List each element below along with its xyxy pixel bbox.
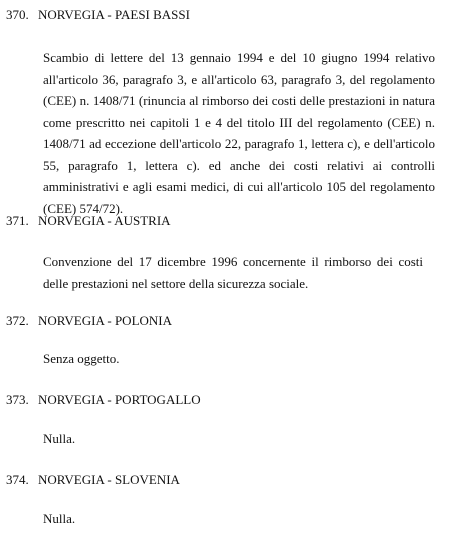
entry-heading: NORVEGIA - PAESI BASSI	[38, 7, 190, 22]
entry-text-372: Senza oggetto.	[43, 351, 120, 366]
entry-title-372	[6, 313, 172, 328]
entry-text-374: Nulla.	[43, 511, 76, 526]
entry-title-370	[6, 7, 190, 22]
entry-heading: NORVEGIA - SLOVENIA	[38, 472, 180, 487]
entry-number: 373.	[6, 392, 29, 407]
entry-title-374	[6, 472, 180, 487]
entry-text-370: Scambio di lettere del 13 gennaio 1994 e del 10 giugno 1994 relativo all'articolo 36, paragrafo 3, e all'articolo 63, paragrafo 3, del regolamento (CEE) n. 1408/71 (rinuncia al rimborso dei costi delle prestazioni in natura come prescritto nei capitoli 1 e 4 del titolo III del regolamento (CEE) n. 1408/71 ad eccezione dell'articolo 22, paragrafo 1, lettera c), e dell'articolo 55, paragrafo 1, lettera c). ed anche dei costi relativi ai controlli amministrativi e agli esami medici, di cui all'articolo 105 del regolamento (CEE) 574/72).	[43, 50, 435, 216]
entry-number: 371.	[6, 213, 29, 228]
entry-number: 374.	[6, 472, 29, 487]
entry-heading: NORVEGIA - POLONIA	[38, 313, 173, 328]
entry-number: 370.	[6, 7, 29, 22]
entry-heading: NORVEGIA - AUSTRIA	[38, 213, 171, 228]
entry-title-371	[6, 213, 171, 228]
entry-heading: NORVEGIA - PORTOGALLO	[38, 392, 201, 407]
entry-text-373: Nulla.	[43, 431, 76, 446]
entry-number: 372.	[6, 313, 29, 328]
entry-text-371: Convenzione del 17 dicembre 1996 concernente il rimborso dei costi delle prestazioni nel settore della sicurezza sociale.	[43, 254, 423, 291]
entry-title-373	[6, 392, 201, 407]
